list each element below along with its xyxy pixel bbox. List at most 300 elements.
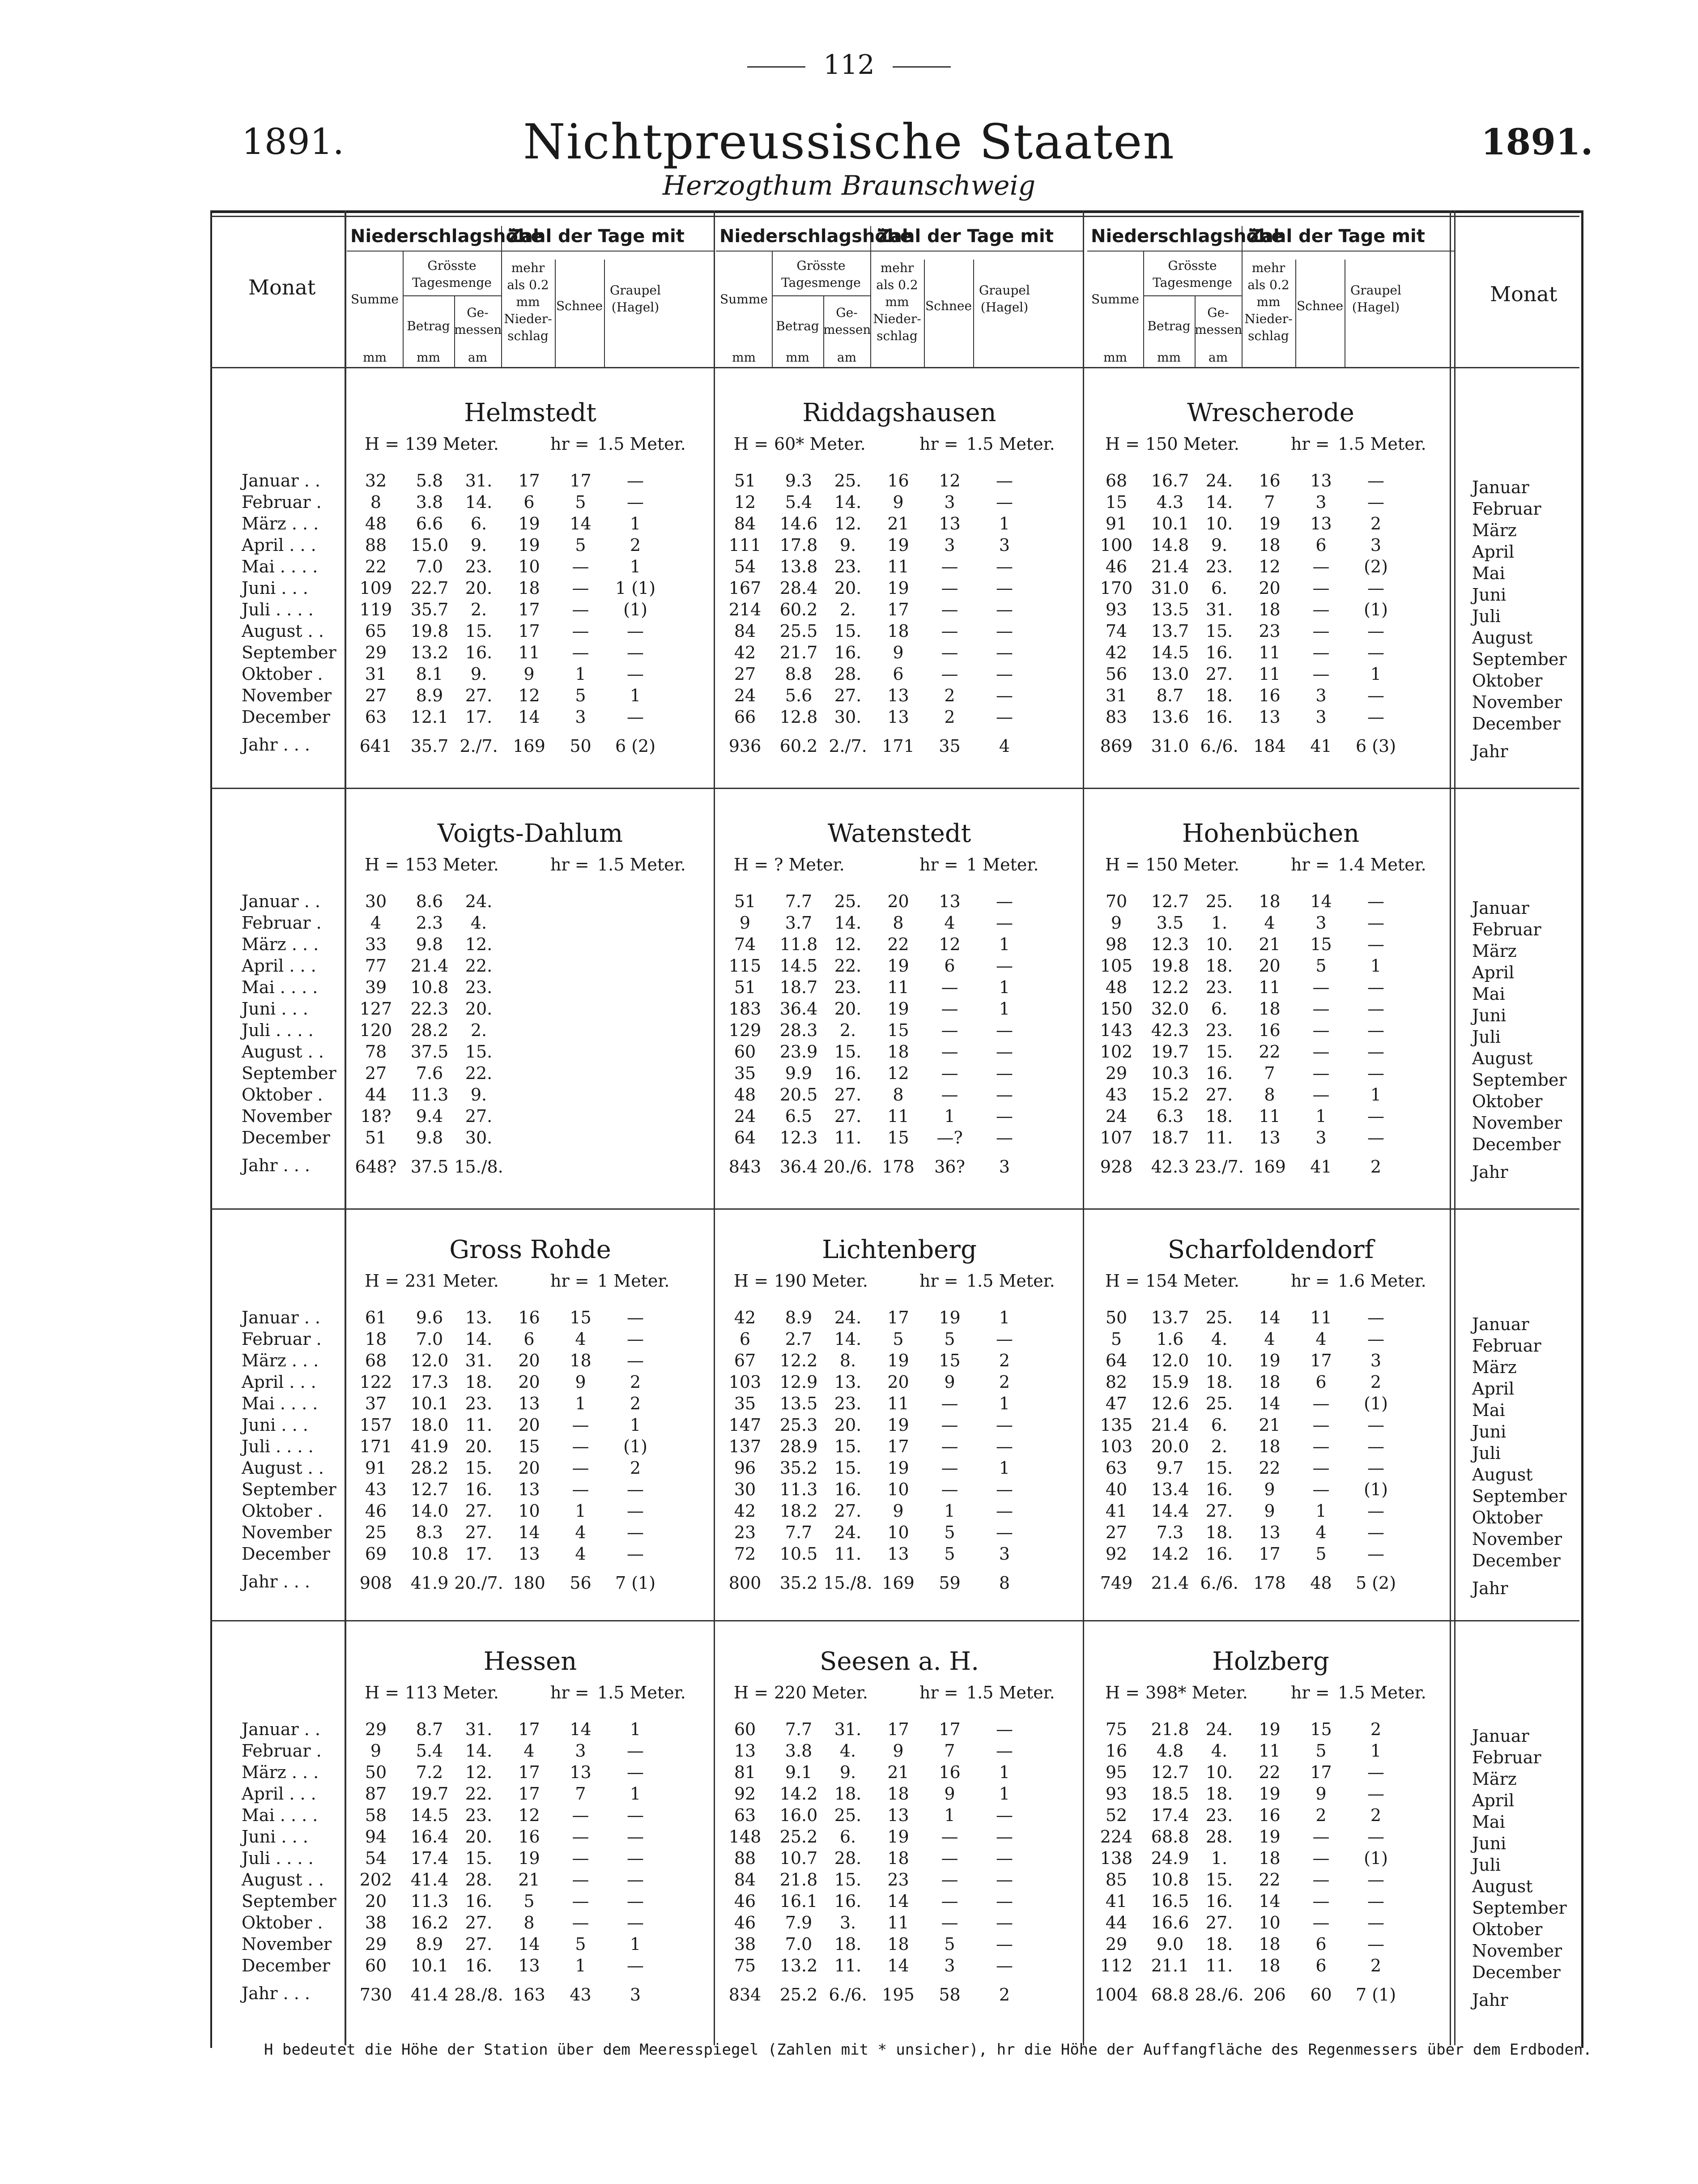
cell-graupel: —	[996, 578, 1013, 598]
jahr-cell: 6./6.	[1200, 736, 1238, 756]
month-label: Juni	[1472, 1006, 1506, 1025]
cell-summe: 18	[365, 1329, 387, 1349]
month-label: Oktober	[1472, 1092, 1543, 1111]
cell-am: 11.	[834, 1956, 862, 1975]
cell-summe: 29	[1105, 1063, 1128, 1083]
cell-betrag: 9.9	[785, 1063, 813, 1083]
column-summe	[1087, 1719, 1145, 1976]
cell-graupel: —	[996, 892, 1013, 911]
cell-tage: 13	[518, 1544, 540, 1564]
cell-am: 23.	[465, 977, 493, 997]
cell-betrag: 7.0	[416, 1329, 443, 1349]
jahr-cell: 178	[1253, 1573, 1286, 1593]
cell-betrag: 21.1	[1151, 1956, 1189, 1975]
cell-summe: 29	[365, 1719, 387, 1739]
cell-schnee: 17	[1310, 1351, 1332, 1370]
month-label: Januar . .	[242, 1719, 320, 1739]
station-name: Lichtenberg	[822, 1235, 977, 1264]
cell-am: 20.	[834, 999, 862, 1019]
cell-tage: 13	[518, 1956, 540, 1975]
column-summe	[716, 891, 774, 1148]
month-label: Juli	[1472, 606, 1501, 626]
cell-am: 16.	[465, 643, 493, 662]
column-graupel	[604, 1719, 667, 1976]
cell-betrag: 6.6	[416, 514, 443, 533]
jahr-cell: 843	[728, 1157, 762, 1177]
column-summe	[716, 1307, 774, 1565]
cell-tage: 18	[887, 621, 909, 641]
cell-tage	[501, 998, 557, 1019]
cell-am: 25.	[1205, 892, 1233, 911]
cell-schnee: 7	[575, 1784, 586, 1804]
cell-betrag: 12.2	[779, 1351, 818, 1370]
cell-betrag: 11.3	[410, 1085, 449, 1105]
cell-betrag: 41.9	[410, 1437, 449, 1456]
station-name: Watenstedt	[827, 819, 971, 848]
cell-tage: 11	[887, 1106, 909, 1126]
cell-tage: 22	[887, 934, 909, 954]
cell-betrag: 28.2	[410, 1458, 449, 1478]
cell-schnee: 1	[575, 1394, 586, 1413]
jahr-cell: 37.5	[410, 1157, 449, 1177]
jahr-cell: 928	[1100, 1157, 1133, 1177]
cell-summe: 51	[734, 471, 756, 491]
cell-am: 18.	[1205, 1372, 1233, 1392]
cell-schnee: 3	[575, 1741, 586, 1761]
jahr-cell: 35	[939, 736, 961, 756]
month-label: August . .	[242, 621, 324, 641]
jahr-cell: 206	[1253, 1985, 1286, 2005]
cell-tage: 10	[518, 557, 540, 576]
station-block	[347, 819, 714, 1186]
cell-betrag: 8.1	[416, 664, 443, 684]
cell-tage: 8	[893, 913, 904, 933]
cell-summe: 70	[1105, 892, 1128, 911]
cell-betrag: 8.8	[785, 664, 813, 684]
cell-tage: 18	[1259, 1437, 1281, 1456]
cell-graupel: —	[1367, 1762, 1384, 1782]
cell-tage: 17	[518, 1719, 540, 1739]
jahr-cell: 59	[939, 1573, 961, 1593]
cell-am: 28.	[465, 1870, 493, 1890]
column-graupel	[604, 1307, 667, 1565]
cell-summe: 50	[1105, 1308, 1128, 1327]
cell-graupel: 1	[999, 1308, 1010, 1327]
cell-summe: 47	[1105, 1394, 1128, 1413]
header-niederschlagshoehe: Niederschlagshöhe	[719, 226, 912, 247]
cell-summe: 75	[1105, 1719, 1128, 1739]
column-am	[1195, 470, 1244, 728]
month-label: Juni . . .	[242, 1415, 308, 1435]
cell-tage: 7	[1264, 492, 1275, 512]
cell-schnee: 1	[944, 1805, 955, 1825]
jahr-label-right: Jahr	[1472, 1990, 1508, 2010]
cell-schnee: —	[572, 643, 589, 662]
cell-am: 4.	[1211, 1741, 1228, 1761]
cell-schnee: —	[1312, 1415, 1330, 1435]
cell-schnee: 2	[944, 707, 955, 727]
cell-graupel: 1	[999, 1394, 1010, 1413]
cell-tage: 11	[887, 1913, 909, 1932]
cell-schnee	[555, 1041, 606, 1062]
cell-graupel: 1	[630, 1934, 641, 1954]
cell-tage: 16	[1259, 1805, 1281, 1825]
cell-graupel: —	[996, 1329, 1013, 1349]
month-labels-right	[1472, 477, 1567, 734]
cell-graupel: —	[996, 686, 1013, 705]
cell-am: 16.	[1205, 707, 1233, 727]
cell-schnee: 3	[1315, 707, 1327, 727]
hr-label: hr =	[550, 1271, 589, 1291]
cell-schnee: 4	[1315, 1329, 1327, 1349]
cell-betrag: 14.4	[1151, 1501, 1189, 1521]
cell-am: 16.	[834, 1480, 862, 1499]
month-label: September	[1472, 1486, 1567, 1506]
column-schnee	[924, 1307, 975, 1565]
cell-summe: 61	[365, 1308, 387, 1327]
cell-summe: 40	[1105, 1480, 1128, 1499]
cell-schnee: 3	[575, 707, 586, 727]
hr-label: hr =	[1291, 1683, 1330, 1702]
jahr-cell: 31.0	[1151, 736, 1189, 756]
cell-summe: 54	[734, 557, 756, 576]
page-subtitle: Herzogthum Braunschweig	[662, 170, 1036, 201]
cell-graupel: —	[1367, 1827, 1384, 1847]
cell-summe: 105	[1100, 956, 1133, 976]
cell-tage: 9	[893, 492, 904, 512]
cell-summe: 87	[365, 1784, 387, 1804]
cell-summe: 129	[728, 1020, 762, 1040]
cell-betrag: 14.5	[779, 956, 818, 976]
cell-am: 10.	[1205, 1762, 1233, 1782]
cell-summe: 88	[734, 1848, 756, 1868]
cell-am: 27.	[1205, 664, 1233, 684]
cell-tage: 17	[887, 1719, 909, 1739]
cell-betrag: 15.0	[410, 535, 449, 555]
cell-summe: 5	[1111, 1329, 1122, 1349]
cell-betrag: 9.4	[416, 1106, 443, 1126]
cell-tage: 20	[887, 1372, 909, 1392]
month-label: November	[242, 1523, 332, 1542]
cell-betrag: 28.2	[410, 1020, 449, 1040]
header-betrag: Betrag	[407, 319, 450, 333]
cell-am: 15.	[834, 1870, 862, 1890]
jahr-cell: 41.4	[410, 1985, 449, 2005]
cell-schnee: 3	[1315, 1128, 1327, 1147]
month-label: Oktober .	[242, 1085, 323, 1105]
month-label: Juli . . . .	[242, 1437, 314, 1456]
cell-summe: 63	[365, 707, 387, 727]
cell-graupel: —	[1367, 492, 1384, 512]
cell-am: 22.	[834, 956, 862, 976]
cell-am: 1.	[1211, 1848, 1228, 1868]
month-label: Juli	[1472, 1855, 1501, 1875]
hr-label: hr =	[919, 1271, 958, 1291]
cell-betrag: 14.2	[779, 1784, 818, 1804]
cell-graupel: —	[627, 1329, 644, 1349]
cell-am: 16.	[1205, 1891, 1233, 1911]
cell-schnee: —	[1312, 1913, 1330, 1932]
cell-schnee: —	[1312, 557, 1330, 576]
cell-betrag: 13.6	[1151, 707, 1189, 727]
cell-summe: 60	[365, 1956, 387, 1975]
cell-am: 16.	[465, 1956, 493, 1975]
month-label: September	[1472, 649, 1567, 669]
cell-betrag: 8.9	[416, 1934, 443, 1954]
cell-tage: 19	[1259, 514, 1281, 533]
column-am	[823, 1307, 872, 1565]
cell-schnee: —	[1312, 664, 1330, 684]
cell-schnee: 3	[944, 1956, 955, 1975]
cell-schnee: 12	[939, 934, 961, 954]
column-summe	[1087, 1307, 1145, 1565]
cell-graupel	[604, 998, 667, 1019]
header-zahl-der-tage: Zahl der Tage mit	[508, 226, 685, 247]
cell-summe: 24	[734, 686, 756, 705]
header-niederschlagshoehe: Niederschlagshöhe	[350, 226, 543, 247]
cell-summe: 96	[734, 1458, 756, 1478]
cell-am: 16.	[834, 643, 862, 662]
cell-summe: 50	[365, 1762, 387, 1782]
month-labels-right	[1472, 1725, 1567, 1983]
cell-summe: 9	[370, 1741, 382, 1761]
cell-summe: 52	[1105, 1805, 1128, 1825]
cell-schnee: —	[941, 664, 958, 684]
h-label: H =	[1105, 855, 1140, 874]
header-gemessen: Ge- messen	[454, 305, 502, 337]
cell-betrag: 18.2	[779, 1501, 818, 1521]
cell-schnee: —	[1312, 1848, 1330, 1868]
cell-tage: 11	[887, 977, 909, 997]
month-labels-left	[242, 1719, 336, 1976]
cell-tage: 17	[887, 1308, 909, 1327]
cell-graupel: —	[996, 643, 1013, 662]
cell-betrag: 5.4	[785, 492, 813, 512]
cell-am: 30.	[465, 1128, 493, 1147]
cell-schnee: —	[941, 621, 958, 641]
month-label: August	[1472, 1049, 1533, 1068]
cell-betrag: 21.4	[410, 956, 449, 976]
cell-schnee	[555, 955, 606, 977]
cell-tage: 17	[518, 1762, 540, 1782]
month-label: December	[242, 1128, 330, 1147]
cell-betrag: 7.7	[785, 892, 813, 911]
cell-tage: 19	[887, 535, 909, 555]
station-hr-value: 1.5 Meter.	[966, 1683, 1055, 1702]
cell-graupel	[604, 977, 667, 998]
cell-betrag: 13.7	[1151, 1308, 1189, 1327]
cell-tage: 10	[1259, 1913, 1281, 1932]
jahr-cell: 60.2	[779, 736, 818, 756]
cell-tage	[501, 1127, 557, 1148]
cell-schnee: —	[1312, 1042, 1330, 1062]
column-betrag	[772, 891, 826, 1148]
jahr-cell: 169	[1253, 1157, 1286, 1177]
cell-tage: 18	[1259, 600, 1281, 619]
cell-graupel: —	[627, 1891, 644, 1911]
jahr-cell: 36.4	[779, 1157, 818, 1177]
cell-tage: 11	[1259, 664, 1281, 684]
cell-summe: 51	[734, 892, 756, 911]
cell-am: 23.	[465, 1805, 493, 1825]
cell-graupel: —	[996, 492, 1013, 512]
cell-tage: 16	[887, 471, 909, 491]
month-label: Februar .	[242, 913, 322, 933]
cell-schnee: —	[941, 1042, 958, 1062]
month-label: December	[242, 1544, 330, 1564]
jahr-cell: 6./6.	[1200, 1573, 1238, 1593]
column-am	[454, 1307, 503, 1565]
cell-betrag: 12.2	[1151, 977, 1189, 997]
cell-am: 16.	[834, 1891, 862, 1911]
cell-betrag: 12.6	[1151, 1394, 1189, 1413]
cell-am: 23.	[1205, 1020, 1233, 1040]
month-label: April	[1472, 542, 1515, 562]
cell-graupel	[604, 955, 667, 977]
cell-schnee	[555, 934, 606, 955]
station-hr-value: 1.5 Meter.	[597, 434, 686, 454]
cell-schnee: 3	[1315, 492, 1327, 512]
cell-graupel: —	[1367, 913, 1384, 933]
jahr-cell: 2	[999, 1985, 1010, 2005]
jahr-cell: 6 (2)	[615, 736, 656, 756]
cell-tage	[501, 1105, 557, 1127]
column-am	[1195, 1307, 1244, 1565]
cell-schnee: 5	[944, 1544, 955, 1564]
cell-tage: 13	[1259, 707, 1281, 727]
cell-graupel: —	[1367, 892, 1384, 911]
cell-am: 15.	[465, 1848, 493, 1868]
cell-graupel	[604, 1105, 667, 1127]
cell-am: 15.	[1205, 1870, 1233, 1890]
cell-summe: 33	[365, 934, 387, 954]
month-label: Februar .	[242, 1741, 322, 1761]
cell-graupel: —	[627, 1956, 644, 1975]
cell-summe: 107	[1100, 1128, 1133, 1147]
cell-tage: 20	[887, 892, 909, 911]
cell-summe: 100	[1100, 535, 1133, 555]
cell-betrag: 16.0	[779, 1805, 818, 1825]
cell-betrag: 14.5	[1151, 643, 1189, 662]
cell-tage	[501, 934, 557, 955]
month-label: Oktober .	[242, 1913, 323, 1932]
column-summe	[1087, 470, 1145, 728]
cell-tage: 19	[887, 1458, 909, 1478]
cell-am: 15.	[465, 1458, 493, 1478]
cell-betrag: 21.4	[1151, 557, 1189, 576]
cell-am: 22.	[465, 1784, 493, 1804]
cell-am: 4.	[839, 1741, 856, 1761]
cell-am: 23.	[1205, 557, 1233, 576]
cell-summe: 60	[734, 1719, 756, 1739]
jahr-cell: 41	[1310, 736, 1332, 756]
cell-betrag: 12.7	[1151, 892, 1189, 911]
cell-schnee: 14	[570, 514, 592, 533]
column-summe	[347, 1307, 405, 1565]
cell-am: 15.	[1205, 1042, 1233, 1062]
cell-schnee: 4	[575, 1329, 586, 1349]
cell-graupel: —	[627, 1523, 644, 1542]
jahr-cell: 35.2	[779, 1573, 818, 1593]
cell-schnee: —	[572, 1848, 589, 1868]
year-right: 1891.	[1481, 121, 1593, 163]
cell-betrag: 32.0	[1151, 999, 1189, 1019]
station-h-value: 398* Meter.	[1145, 1683, 1248, 1702]
column-betrag	[772, 470, 826, 728]
cell-graupel: —	[1367, 578, 1384, 598]
hr-label: hr =	[919, 1683, 958, 1702]
cell-betrag: 10.5	[779, 1544, 818, 1564]
cell-graupel: —	[1367, 999, 1384, 1019]
cell-tage: 18	[1259, 1934, 1281, 1954]
jahr-cell: 4	[999, 736, 1010, 756]
hr-label: hr =	[1291, 855, 1330, 874]
cell-betrag: 4.8	[1156, 1741, 1184, 1761]
column-betrag	[1143, 1719, 1197, 1976]
column-graupel	[604, 891, 667, 1148]
cell-am: 22.	[465, 1063, 493, 1083]
cell-schnee: —	[572, 1827, 589, 1847]
header-unit-am: am	[1208, 350, 1228, 365]
jahr-cell: 6 (3)	[1355, 736, 1396, 756]
cell-schnee: 1	[944, 1106, 955, 1126]
cell-tage	[501, 1062, 557, 1084]
cell-summe: 30	[734, 1480, 756, 1499]
cell-schnee: 1	[1315, 1106, 1327, 1126]
cell-graupel: 1	[1370, 956, 1382, 976]
cell-summe: 20	[365, 1891, 387, 1911]
column-betrag	[772, 1719, 826, 1976]
cell-tage: 14	[887, 1891, 909, 1911]
cell-graupel: 2	[1370, 514, 1382, 533]
cell-schnee: 16	[939, 1762, 961, 1782]
cell-betrag: 19.8	[410, 621, 449, 641]
station-h-value: ? Meter.	[774, 855, 845, 874]
month-label: December	[1472, 1551, 1561, 1570]
column-betrag	[403, 1719, 456, 1976]
cell-schnee: 3	[944, 535, 955, 555]
station-block	[1087, 819, 1454, 1186]
cell-schnee: 1	[575, 1501, 586, 1521]
cell-tage: 11	[518, 643, 540, 662]
cell-graupel: —	[1367, 1063, 1384, 1083]
cell-summe: 115	[728, 956, 762, 976]
cell-schnee: —	[1312, 621, 1330, 641]
cell-am: 6.	[1211, 578, 1228, 598]
cell-schnee: —	[572, 557, 589, 576]
jahr-cell: 28./8.	[454, 1985, 503, 2005]
month-label: September	[242, 1480, 336, 1499]
cell-tage: 13	[887, 1805, 909, 1825]
station-name: Seesen a. H.	[819, 1647, 979, 1676]
month-label: März	[1472, 520, 1517, 540]
cell-graupel: —	[627, 1480, 644, 1499]
month-label: März . . .	[242, 934, 319, 954]
header-unit-am: am	[468, 350, 488, 365]
cell-am: 28.	[834, 664, 862, 684]
month-label: September	[1472, 1070, 1567, 1090]
cell-schnee: —	[572, 1437, 589, 1456]
cell-am: 24.	[834, 1308, 862, 1327]
cell-am: 11.	[834, 1544, 862, 1564]
cell-summe: 167	[728, 578, 762, 598]
h-label: H =	[365, 1271, 400, 1291]
column-graupel	[1345, 891, 1407, 1148]
cell-tage: 19	[518, 1848, 540, 1868]
cell-summe: 12	[734, 492, 756, 512]
cell-tage: 20	[1259, 956, 1281, 976]
cell-tage: 21	[887, 1762, 909, 1782]
